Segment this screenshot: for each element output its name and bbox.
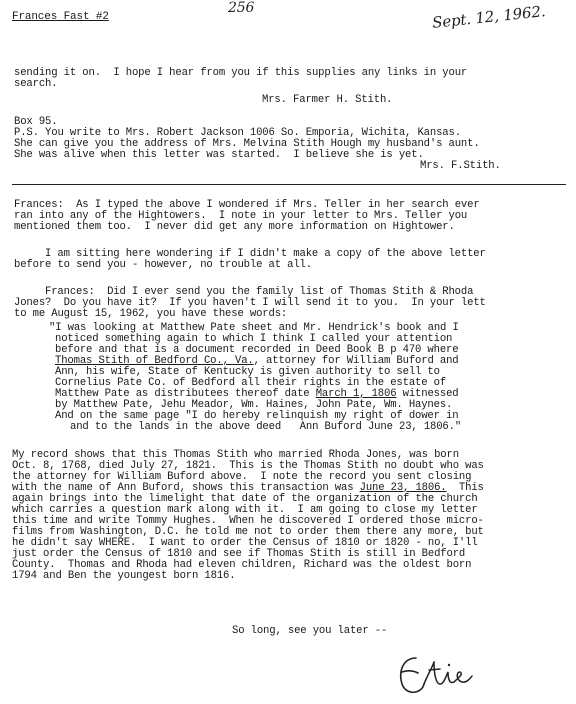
section-divider [12, 184, 566, 185]
letter1-line: search. [14, 78, 58, 90]
record-line: the attorney for William Buford above. I note the record you sent closing [12, 471, 472, 483]
header-title: Frances Fast #2 [12, 11, 109, 23]
quote-line: noticed something again to which I think I called your attention [55, 333, 453, 345]
record-line: 1794 and Ben the youngest born 1816. [12, 570, 236, 582]
letter1-signoff: Mrs. F.Stith. [420, 160, 501, 172]
note3-line: to me August 15, 1962, you have these words: [14, 308, 288, 320]
note3-line: Frances: Did I ever send you the family list of Thomas Stith & Rhoda [45, 286, 474, 298]
quote-line-pre: Matthew Pate as distributees thereof date [55, 388, 316, 400]
record-line: just order the Census of 1810 and see if Thomas Stith is still in Bedford [12, 548, 466, 560]
record-line: this time and write Tommy Hughes. When he discovered I ordered those micro- [12, 515, 484, 527]
note1-line: ran into any of the Hightowers. I note in your letter to Mrs. Teller you [14, 210, 468, 222]
quote-line: by Matthew Pate, Jehu Meador, Wm. Haines, John Pate, Wm. Haynes. [55, 399, 453, 411]
record-line-pre: with the name of Ann Buford, shows this transaction was [12, 482, 360, 494]
note1-line: Frances: As I typed the above I wondered if Mrs. Teller in her search ever [14, 199, 480, 211]
letter1-line: She can give you the address of Mrs. Melvina Stith Hough my husband's aunt. [14, 138, 480, 150]
quote-line: and to the lands in the above deed Ann Buford June 23, 1806." [70, 421, 462, 433]
letter1-line: sending it on. I hope I hear from you if this supplies any links in your [14, 67, 468, 79]
note2-line: before to send you - however, no trouble at all. [14, 259, 312, 271]
record-line-post: This [446, 482, 484, 494]
record-line: again brings into the limelight that date of the organization of the church [12, 493, 478, 505]
quote-underlined-date: March 1, 1806 [315, 388, 397, 400]
quote-line: Ann, his wife, State of Kentucky is given authority to sell to [55, 366, 440, 378]
record-line: which carries a question mark along with it. I am going to close my letter [12, 504, 478, 516]
letter1-box: Box 95. [14, 116, 58, 128]
handwritten-signature [394, 644, 474, 700]
quote-line-rest: , attorney for William Buford and [253, 355, 459, 367]
page-number: 256 [228, 0, 255, 16]
note2-line: I am sitting here wondering if I didn't make a copy of the above letter [45, 248, 486, 260]
record-line: Oct. 8, 1768, died July 27, 1821. This is the Thomas Stith no doubt who was [12, 460, 484, 472]
quote-line: Cornelius Pate Co. of Bedford all their rights in the estate of [55, 377, 447, 389]
letter-date: Sept. 12, 1962. [431, 2, 547, 32]
record-line: County. Thomas and Rhoda had eleven children, Richard was the oldest born [12, 559, 472, 571]
quote-line: before and that is a document recorded in Deed Book B p 470 where [55, 344, 459, 356]
quote-line-post: witnessed [396, 388, 459, 400]
letter1-ps: P.S. You write to Mrs. Robert Jackson 1006 So. Emporia, Wichita, Kansas. [14, 127, 461, 139]
record-line: he didn't say WHERE. I want to order the Census of 1810 or 1820 - no, I'll [12, 537, 478, 549]
quote-line: And on the same page "I do hereby relinquish my right of dower in [55, 410, 459, 422]
record-line: My record shows that this Thomas Stith who married Rhoda Jones, was born [12, 449, 459, 461]
quote-line: "I was looking at Matthew Pate sheet and Mr. Hendrick's book and I [49, 322, 459, 334]
record-underlined-date: June 23, 1806. [359, 482, 447, 494]
letter1-signature: Mrs. Farmer H. Stith. [262, 94, 393, 106]
quote-underlined-name: Thomas Stith of Bedford Co., Va. [55, 355, 254, 367]
closing-line: So long, see you later -- [232, 625, 388, 637]
note3-line: Jones? Do you have it? If you haven't I will send it to you. In your lett [14, 297, 486, 309]
record-line: films from Washington, D.C. he told me not to order them there any more, but [12, 526, 484, 538]
letter1-line: She was alive when this letter was started. I believe she is yet. [14, 149, 424, 161]
note1-line: mentioned them too. I never did get any more information on Hightower. [14, 221, 455, 233]
